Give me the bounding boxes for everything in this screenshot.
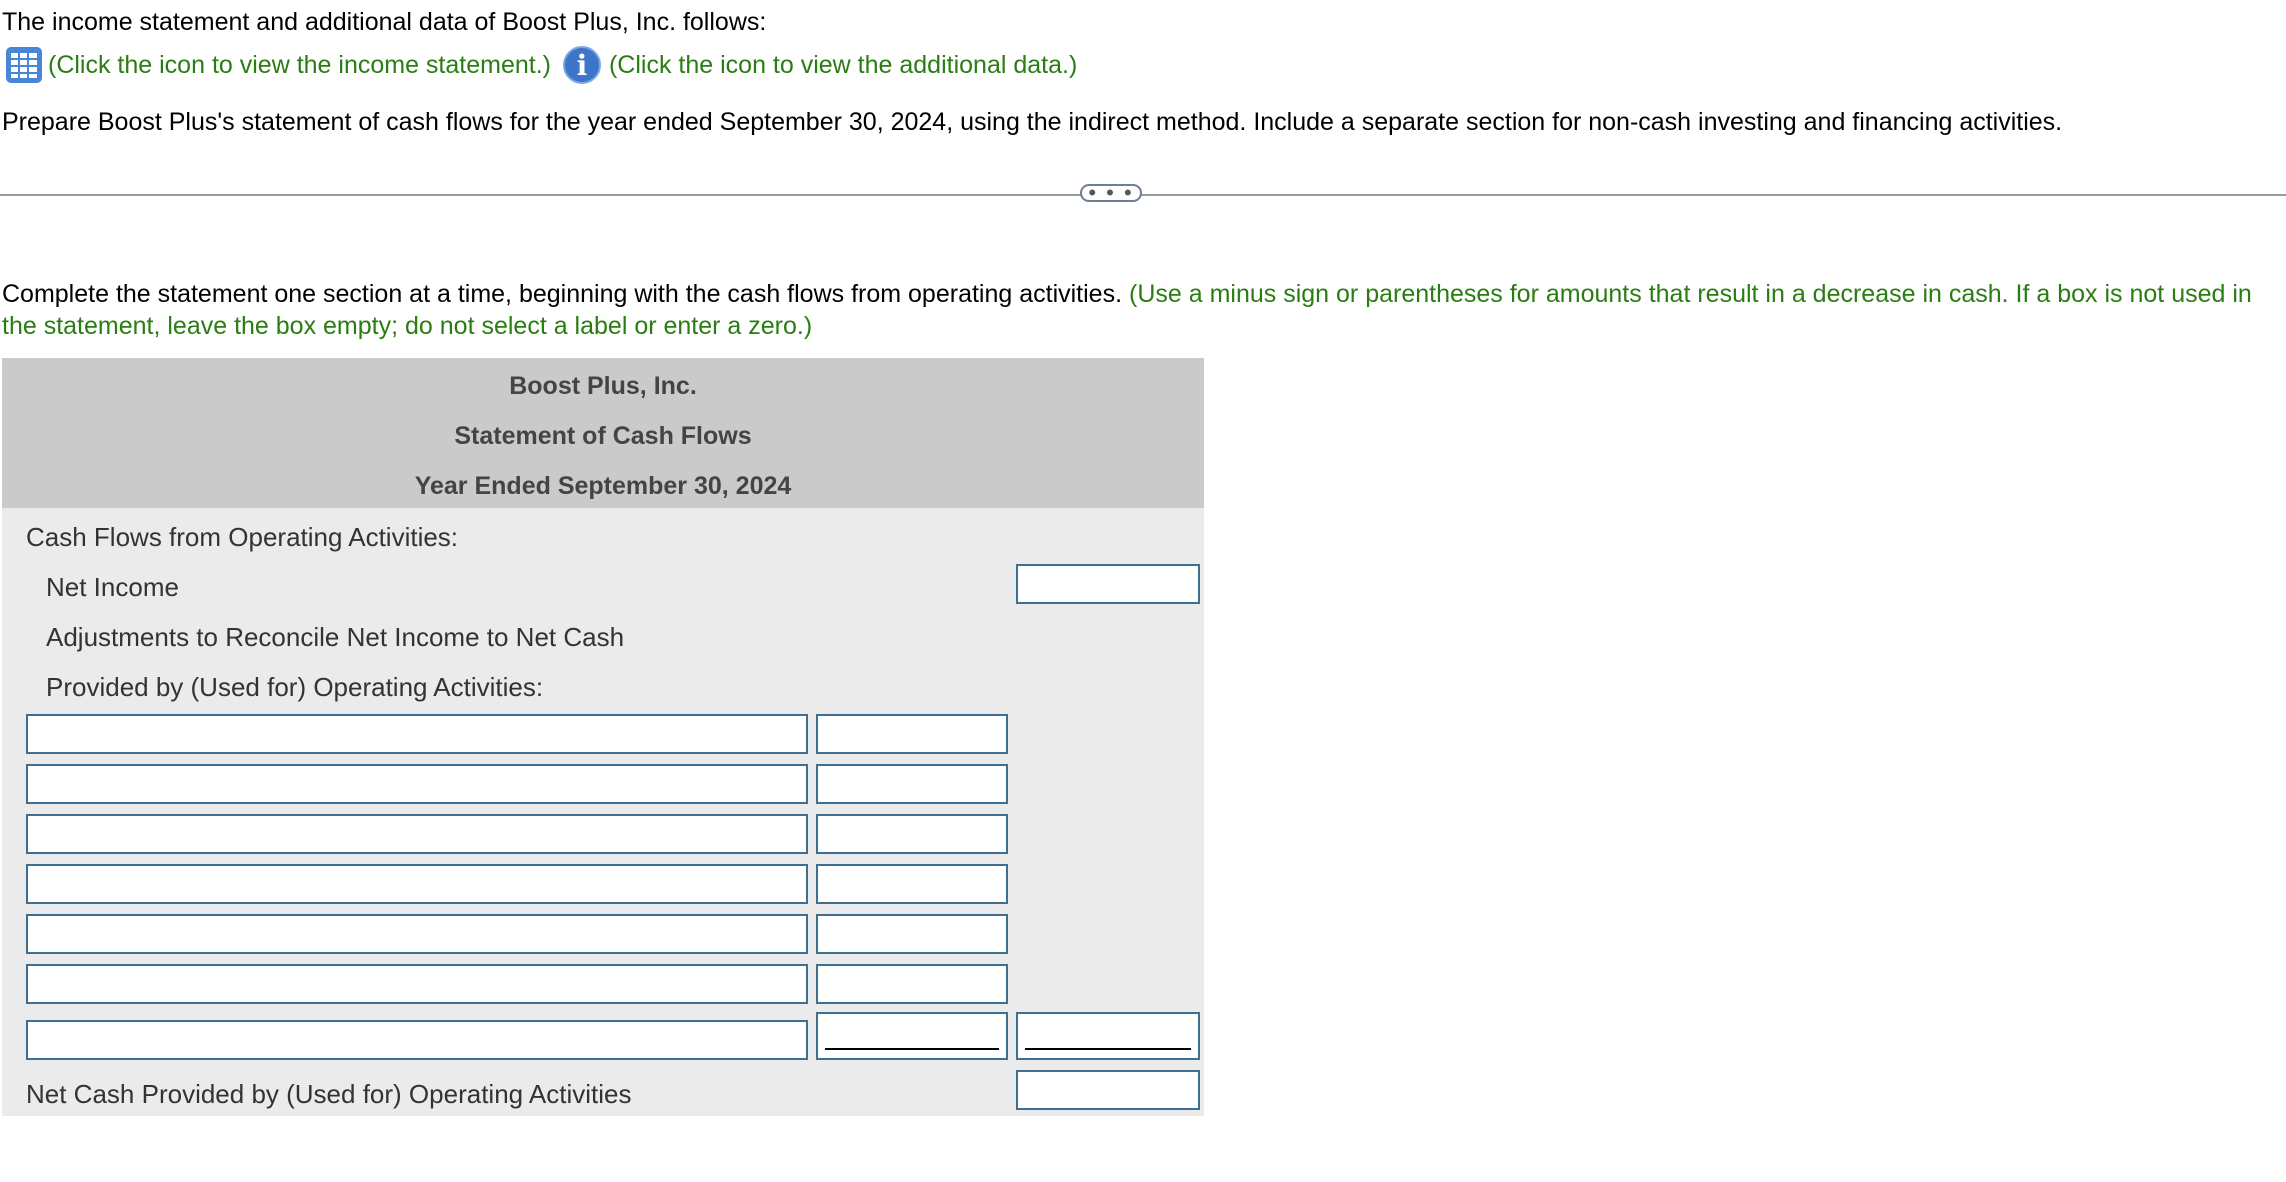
adjustment-amount-box[interactable] [816, 914, 1008, 954]
instructions-hint: (Use a minus sign or parentheses for amounts that result in a decrease in cash. If a box is not used in the statement, leave the box empty; do not select a label or enter a zero.) [2, 280, 2252, 340]
total-underline [1025, 1048, 1191, 1050]
net-cash-operating-input[interactable] [1018, 1072, 1198, 1108]
info-icon[interactable]: i [563, 46, 601, 84]
adjustment-amount-box[interactable] [816, 764, 1008, 804]
adjustment-amount-input[interactable] [818, 766, 1006, 802]
adjustment-amount-input[interactable] [818, 1014, 1006, 1058]
adjustment-label-input[interactable] [28, 766, 806, 802]
section-divider [0, 194, 2286, 196]
additional-data-link[interactable]: (Click the icon to view the additional data.) [608, 50, 1078, 79]
adjustment-label-select[interactable] [26, 1020, 808, 1060]
adjustment-amount-input[interactable] [818, 716, 1006, 752]
expand-collapse-button[interactable]: • • • [1080, 184, 1142, 202]
cash-flow-statement-panel [2, 358, 1204, 1116]
links-row [6, 46, 1077, 84]
adjustment-amount-box[interactable] [816, 714, 1008, 754]
adjustment-label-select[interactable] [26, 914, 808, 954]
question-prompt: Prepare Boost Plus's statement of cash flows for the year ended September 30, 2024, using the indirect method. Include a separate section for non-cash investing and financing activities. [2, 108, 2063, 136]
adjustment-amount-input[interactable] [818, 966, 1006, 1002]
intro-text: The income statement and additional data of Boost Plus, Inc. follows: [2, 8, 767, 36]
adjustment-amount-box-last[interactable] [816, 1012, 1008, 1060]
adjustment-amount-box[interactable] [816, 814, 1008, 854]
adjustment-label-select[interactable] [26, 964, 808, 1004]
statement-title: Statement of Cash Flows [454, 422, 752, 450]
adjustments-label-line1: Adjustments to Reconcile Net Income to Net Cash [46, 622, 625, 652]
adjustment-label-input[interactable] [28, 916, 806, 952]
adjustment-label-input[interactable] [28, 866, 806, 902]
income-statement-link[interactable]: (Click the icon to view the income statement.) [48, 50, 551, 79]
adjustment-amount-input[interactable] [818, 866, 1006, 902]
adjustment-label-input[interactable] [28, 716, 806, 752]
instructions [2, 278, 2272, 342]
operating-section-label: Cash Flows from Operating Activities: [26, 522, 459, 552]
adjustment-label-input[interactable] [28, 966, 806, 1002]
adjustment-label-select[interactable] [26, 714, 808, 754]
adjustments-label-line2: Provided by (Used for) Operating Activities: [46, 672, 544, 702]
adjustments-total-input[interactable] [1018, 1014, 1198, 1058]
subtotal-underline [825, 1048, 999, 1050]
adjustment-amount-input[interactable] [818, 816, 1006, 852]
adjustment-amount-box[interactable] [816, 864, 1008, 904]
adjustment-label-input[interactable] [28, 1022, 806, 1058]
adjustment-amount-box[interactable] [816, 964, 1008, 1004]
adjustment-label-input[interactable] [28, 816, 806, 852]
adjustment-amount-input[interactable] [818, 916, 1006, 952]
adjustment-label-select[interactable] [26, 814, 808, 854]
table-grid-icon[interactable] [6, 47, 42, 83]
net-income-label: Net Income [46, 572, 179, 602]
adjustments-total-box[interactable] [1016, 1012, 1200, 1060]
adjustment-label-select[interactable] [26, 864, 808, 904]
net-income-amount-box[interactable] [1016, 564, 1200, 604]
statement-period: Year Ended September 30, 2024 [414, 472, 792, 500]
statement-header [2, 358, 1204, 508]
net-cash-operating-box[interactable] [1016, 1070, 1200, 1110]
company-name: Boost Plus, Inc. [509, 372, 697, 400]
instructions-main: Complete the statement one section at a time, beginning with the cash flows from operating activities. [2, 280, 1123, 308]
net-income-amount-input[interactable] [1018, 566, 1198, 602]
adjustment-label-select[interactable] [26, 764, 808, 804]
net-cash-operating-label: Net Cash Provided by (Used for) Operating Activities [26, 1079, 632, 1109]
